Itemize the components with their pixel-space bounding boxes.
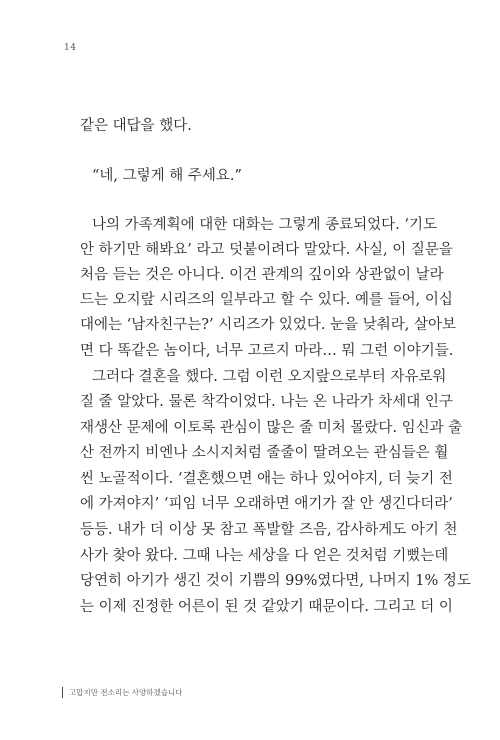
text-line: 에 가져야지’ ‘피임 너무 오래하면 애기가 잘 안 생긴다더라’ [80, 496, 453, 512]
running-footer [62, 685, 182, 699]
text-line: 재생산 문제에 이토록 관심이 많은 줄 미처 몰랐다. 임신과 출 [80, 420, 463, 436]
text-line: 처음 듣는 것은 아니다. 이건 관계의 깊이와 상관없이 날라 [80, 267, 444, 283]
text-line: 씬 노골적이다. ‘결혼했으면 애는 하나 있어야지, 더 늦기 전 [80, 471, 453, 487]
text-line: “네, 그렇게 해 주세요.” [92, 168, 242, 184]
footer-divider [62, 687, 63, 698]
text-line: 대에는 ‘남자친구는?’ 시리즈가 있었다. 눈을 낮춰라, 살아보 [80, 317, 457, 333]
text-line: 산 전까지 비엔나 소시지처럼 줄줄이 딸려오는 관심들은 훨 [80, 445, 449, 461]
text-line: 사가 찾아 왔다. 그때 나는 세상을 다 얻은 것처럼 기뻤는데 [80, 548, 449, 564]
text-line: 안 하기만 해봐요’ 라고 덧붙이려다 말았다. 사실, 이 질문을 [80, 242, 453, 258]
text-line: 질 줄 알았다. 물론 착각이었다. 나는 온 나라가 차세대 인구 [80, 394, 453, 410]
text-line: 같은 대답을 했다. [80, 118, 192, 134]
running-title: 고맙지만 전소리는 사양하겠습니다 [69, 687, 183, 697]
page-number: 14 [64, 43, 77, 53]
text-line: 등등. 내가 더 이상 못 참고 폭발할 즈음, 감사하게도 아기 천 [80, 522, 458, 538]
text-line: 당연히 아기가 생긴 것이 기쁨의 99%였다면, 나머지 1% 정도 [80, 573, 471, 589]
text-line: 그러다 결혼을 했다. 그럼 이런 오지랖으로부터 자유로워 [92, 369, 447, 385]
text-line: 면 다 똑같은 놈이다, 너무 고르지 마라… 뭐 그런 이야기들. [80, 343, 454, 359]
text-line: 드는 오지랖 시리즈의 일부라고 할 수 있다. 예를 들어, 이십 [80, 292, 453, 308]
text-line: 는 이제 진정한 어른이 된 것 같았기 때문이다. 그리고 더 이 [80, 599, 453, 615]
text-line: 나의 가족계획에 대한 대화는 그렇게 종료되었다. ‘기도 [92, 217, 438, 233]
